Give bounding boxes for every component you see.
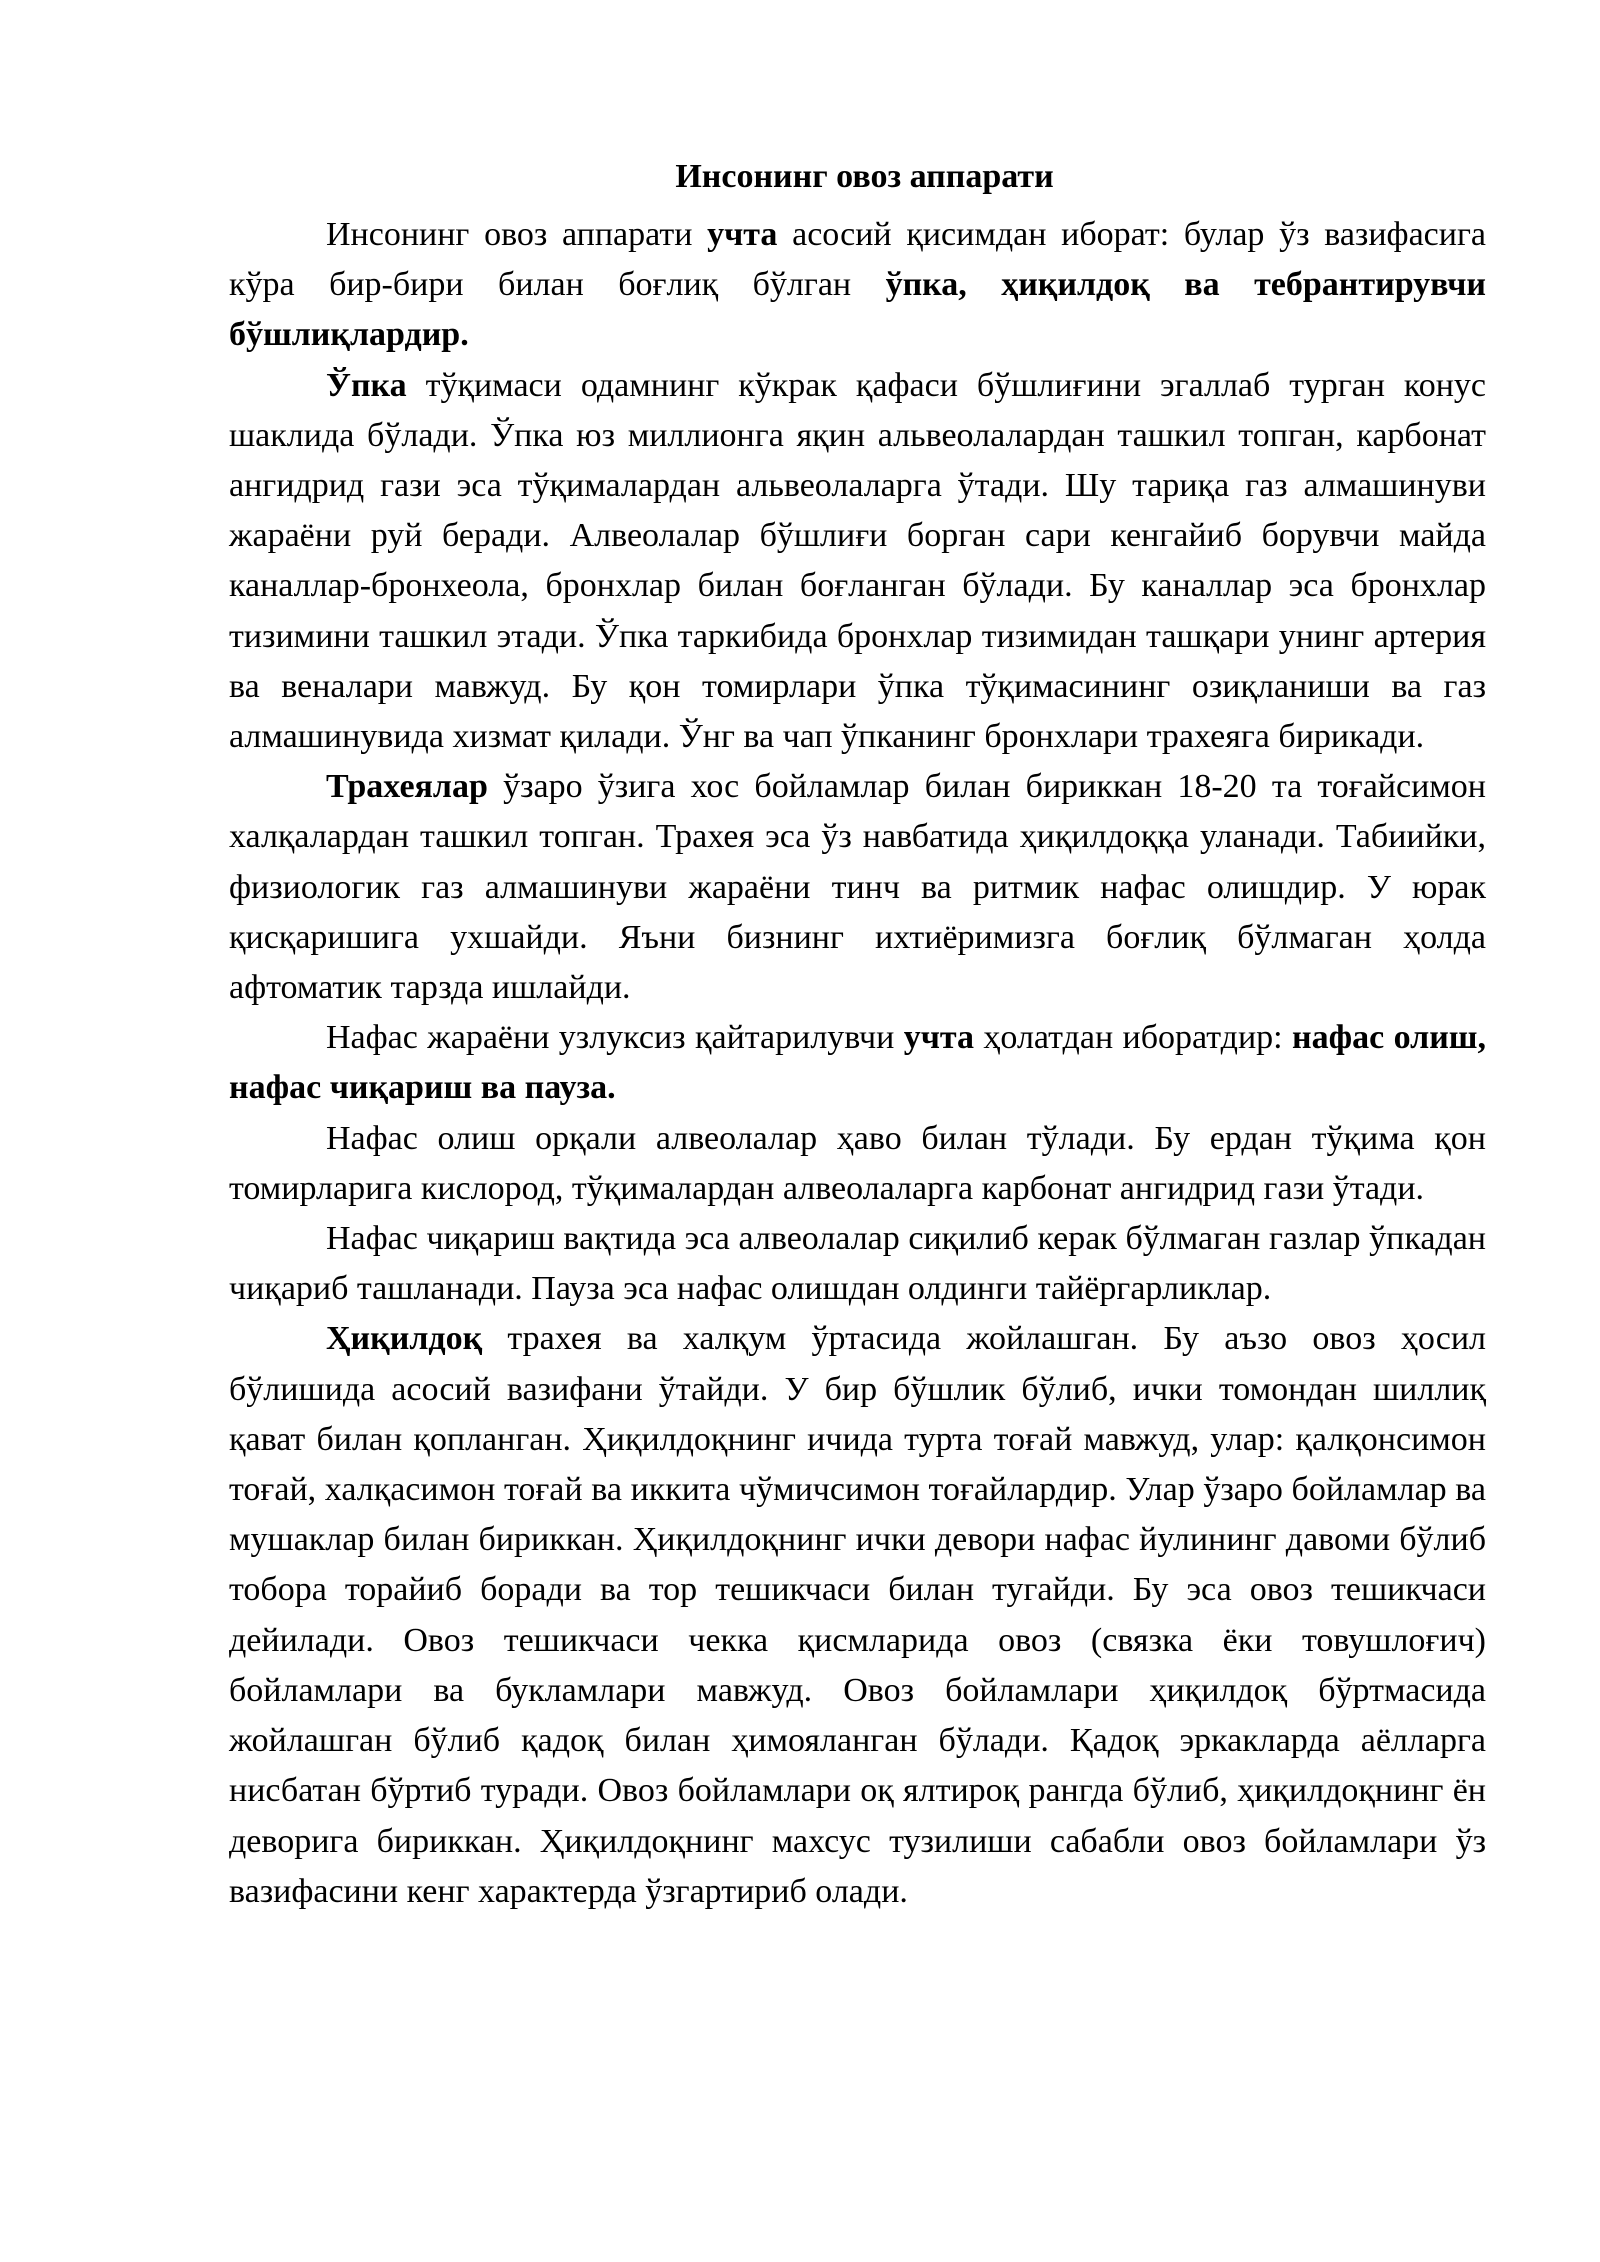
document-page (229, 152, 1486, 1917)
text-run-bold: учта (707, 216, 778, 253)
document-title: Инсонинг овоз аппарати (675, 158, 1054, 195)
paragraph-intro (229, 210, 1486, 361)
text-run-bold: нафас олиш, нафас чиқариш ва пауза. (229, 1019, 1486, 1107)
text-run: Нафас жараёни узлуксиз қайтарилувчи (326, 1019, 904, 1057)
text-run: Нафас олиш орқали алвеолалар ҳаво билан тўлади. Бу ердан тўқима қон томирларига кислород, тўқималардан алвеолаларга карбонат ангидрид гази ўтади. (229, 1119, 1486, 1207)
paragraph-inhalation (229, 1114, 1486, 1214)
paragraph-exhalation (229, 1214, 1486, 1314)
text-run-bold: Ўпка (326, 366, 407, 404)
text-run: Нафас чиқариш вақтида эса алвеолалар сиқилиб керак бўлмаган газлар ўпкадан чиқариб ташланади. Пауза эса нафас олишдан олдинги тайёргарликлар. (229, 1220, 1486, 1308)
paragraph-trachea (229, 762, 1486, 1013)
text-run-bold: Ҳиқилдоқ (326, 1320, 483, 1358)
text-run: асосий қисимдан иборат: булар ўз вазифасига кўра бир-бири билан боғлиқ бўлган (229, 216, 1487, 304)
text-run-bold: Трахеялар (326, 768, 488, 806)
paragraph-larynx (229, 1314, 1486, 1916)
text-run: трахея ва халқум ўртасида жойлашган. Бу аъзо овоз ҳосил бўлишида асосий вазифани ўтайди. У бир бўшлик бўлиб, ички томондан шиллиқ қават билан қопланган. Ҳиқилдоқнинг ичида турта тоғай мавжуд, улар: қалқонсимон тоғай, халқасимон тоғай ва иккита чўмичсимон тоғайлардир. Улар ўзаро бойламлар ва мушаклар билан бириккан. Ҳиқилдоқнинг ички девори нафас йулининг давоми бўлиб тобора торайиб боради ва тор тешикчаси билан тугайди. Бу эса овоз тешикчаси дейилади. Овоз тешикчаси чекка қисмларида овоз (связка ёки товушлоғич) бойламлари ва букламлари мавжуд. Овоз бойламлари ҳиқилдоқ бўртмасида жойлашган бўлиб қадоқ билан ҳимояланган бўлади. Қадоқ эркакларда аёлларга нисбатан бўртиб туради. Овоз бойламлари оқ ялтироқ рангда бўлиб, ҳиқилдоқнинг ён деворига бириккан. Ҳиқилдоқнинг махсус тузилиши сабабли овоз бойламлари ўз вазифасини кенг характерда ўзгартириб олади. (229, 1320, 1486, 1910)
text-run: Инсонинг овоз аппарати (326, 216, 708, 253)
text-run: ўзаро ўзига хос бойламлар билан бириккан 18-20 та тоғайсимон халқалардан ташкил топган. Трахея эса ўз навбатида ҳиқилдоққа уланади. Табиийки, физиологик газ алмашинуви жараёни тинч ва ритмик нафас олишдир. У юрак қисқаришига ухшайди. Яъни бизнинг ихтиёримизга боғлиқ бўлмаган ҳолда афтоматик тарзда ишлайди. (229, 768, 1486, 1007)
text-run-bold: ўпка, ҳиқилдоқ ва тебрантирувчи бўшлиқлардир. (229, 266, 1486, 354)
text-run-bold: учта (903, 1019, 975, 1057)
text-run: тўқимаси одамнинг кўкрак қафаси бўшлиғини эгаллаб турган конус шаклида бўлади. Ўпка юз миллионга яқин альвеолалардан ташкил топган, карбонат ангидрид гази эса тўқималардан альвеолаларга ўтади. Шу тариқа газ алмашинуви жараёни руй беради. Алвеолалар бўшлиғи борган сари кенгайиб борувчи майда каналлар-бронхеола, бронхлар билан боғланган бўлади. Бу каналлар эса бронхлар тизимини ташкил этади. Ўпка таркибида бронхлар тизимидан ташқари унинг артерия ва веналари мавжуд. Бу қон томирлари ўпка тўқимасининг озиқланиши ва газ алмашинувида хизмат қилади. Ўнг ва чап ўпканинг бронхлари трахеяга бирикади. (229, 366, 1486, 756)
paragraph-lungs (229, 361, 1486, 763)
text-run: ҳолатдан иборатдир: (974, 1019, 1292, 1057)
paragraph-breathing-process (229, 1013, 1486, 1113)
